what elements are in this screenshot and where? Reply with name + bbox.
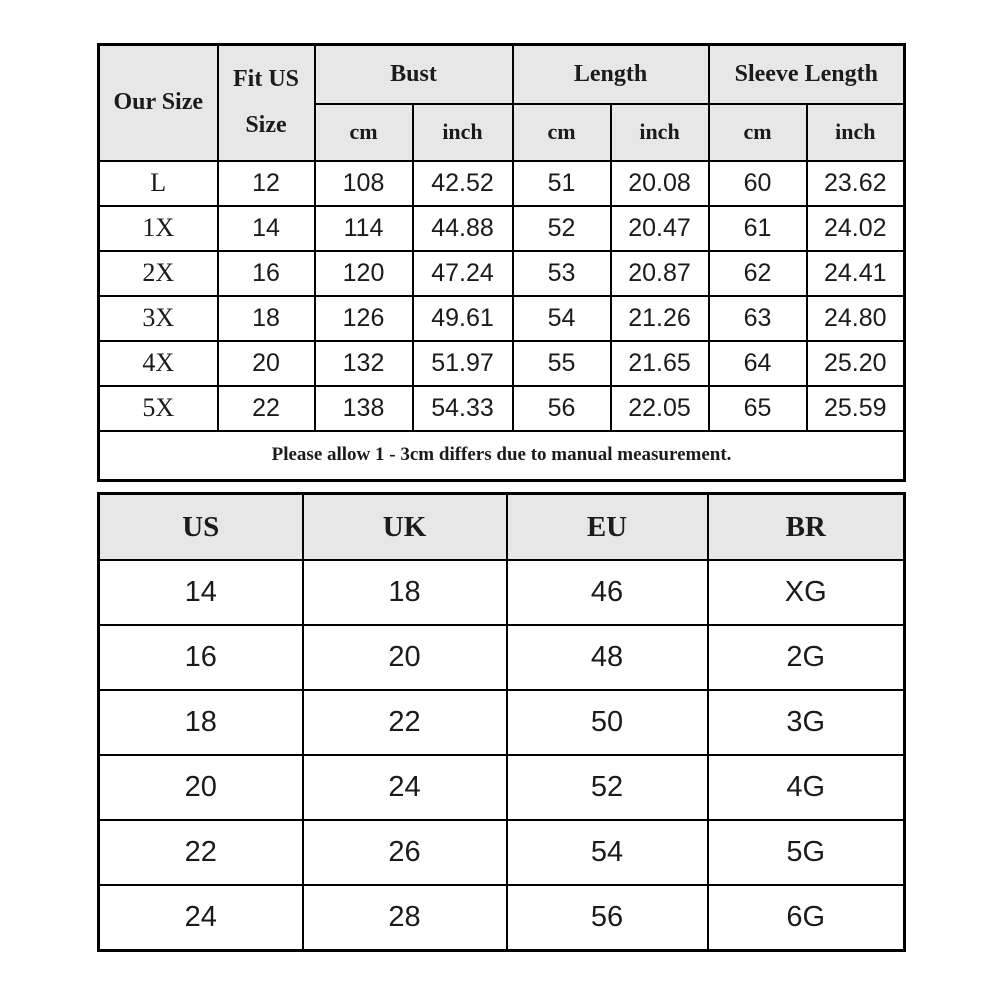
table-cell: 42.52: [413, 161, 513, 206]
table-cell: 24: [303, 755, 507, 820]
header-fit-us-size: Fit US Size: [218, 45, 315, 161]
table-cell: 20.87: [611, 251, 709, 296]
table-cell: L: [99, 161, 218, 206]
measurement-note-row: [99, 431, 905, 481]
header-sleeve-length: Sleeve Length: [709, 45, 905, 104]
table-row: [99, 206, 905, 251]
table-cell: 52: [513, 206, 611, 251]
table-cell: 6G: [708, 885, 905, 951]
table-cell: 14: [218, 206, 315, 251]
table-cell: 52: [507, 755, 708, 820]
table-cell: 55: [513, 341, 611, 386]
table-cell: 20: [99, 755, 303, 820]
table-cell: 54: [513, 296, 611, 341]
table-cell: 20: [218, 341, 315, 386]
table-row: [99, 755, 905, 820]
table-cell: 23.62: [807, 161, 905, 206]
table-row: [99, 251, 905, 296]
header-sleeve-inch: inch: [807, 104, 905, 161]
table-cell: 53: [513, 251, 611, 296]
table-cell: 50: [507, 690, 708, 755]
header-length-inch: inch: [611, 104, 709, 161]
table-cell: 20.08: [611, 161, 709, 206]
table-cell: 62: [709, 251, 807, 296]
table-cell: 3X: [99, 296, 218, 341]
table-row: [99, 625, 905, 690]
table-cell: 126: [315, 296, 413, 341]
table-cell: 18: [99, 690, 303, 755]
table-cell: 2X: [99, 251, 218, 296]
table-row: [99, 296, 905, 341]
table-cell: 24: [99, 885, 303, 951]
header-uk: UK: [303, 494, 507, 561]
header-length-cm: cm: [513, 104, 611, 161]
table-cell: 56: [507, 885, 708, 951]
table-cell: 25.59: [807, 386, 905, 431]
table-cell: 56: [513, 386, 611, 431]
table-row: [99, 341, 905, 386]
table-cell: 21.26: [611, 296, 709, 341]
table-cell: 48: [507, 625, 708, 690]
table-row: [99, 560, 905, 625]
header-bust-inch: inch: [413, 104, 513, 161]
table-cell: 26: [303, 820, 507, 885]
table-cell: 60: [709, 161, 807, 206]
size-chart-table: [97, 43, 906, 482]
table-row: [99, 885, 905, 951]
table-cell: 16: [218, 251, 315, 296]
table-cell: 3G: [708, 690, 905, 755]
table-cell: 63: [709, 296, 807, 341]
table-cell: 54.33: [413, 386, 513, 431]
table-cell: 51.97: [413, 341, 513, 386]
table-cell: 49.61: [413, 296, 513, 341]
table-cell: 64: [709, 341, 807, 386]
table-cell: 54: [507, 820, 708, 885]
table-cell: 46: [507, 560, 708, 625]
table-cell: 114: [315, 206, 413, 251]
table-cell: 138: [315, 386, 413, 431]
table-cell: 51: [513, 161, 611, 206]
table-cell: 1X: [99, 206, 218, 251]
table-cell: 4G: [708, 755, 905, 820]
table-cell: 22: [303, 690, 507, 755]
header-length: Length: [513, 45, 709, 104]
table-cell: 65: [709, 386, 807, 431]
header-bust-cm: cm: [315, 104, 413, 161]
table-row: [99, 161, 905, 206]
table-cell: 20.47: [611, 206, 709, 251]
table-cell: 5G: [708, 820, 905, 885]
table-cell: 47.24: [413, 251, 513, 296]
table-header-group-row: [99, 45, 905, 104]
table-cell: 44.88: [413, 206, 513, 251]
table-cell: 28: [303, 885, 507, 951]
table-cell: 22: [218, 386, 315, 431]
table-row: [99, 690, 905, 755]
table-cell: 18: [218, 296, 315, 341]
header-eu: EU: [507, 494, 708, 561]
table-cell: 2G: [708, 625, 905, 690]
table-cell: 16: [99, 625, 303, 690]
header-bust: Bust: [315, 45, 513, 104]
header-sleeve-cm: cm: [709, 104, 807, 161]
table-row: [99, 386, 905, 431]
table-cell: 21.65: [611, 341, 709, 386]
table-cell: 24.02: [807, 206, 905, 251]
table-cell: 61: [709, 206, 807, 251]
table-cell: 24.80: [807, 296, 905, 341]
table-cell: 4X: [99, 341, 218, 386]
table-cell: 22.05: [611, 386, 709, 431]
table-cell: 18: [303, 560, 507, 625]
header-our-size: Our Size: [99, 45, 218, 161]
conversion-header-row: [99, 494, 905, 561]
measurement-note: Please allow 1 - 3cm differs due to manual measurement.: [99, 431, 905, 481]
table-cell: 24.41: [807, 251, 905, 296]
table-cell: 12: [218, 161, 315, 206]
table-cell: 108: [315, 161, 413, 206]
table-cell: 14: [99, 560, 303, 625]
header-us: US: [99, 494, 303, 561]
table-cell: 120: [315, 251, 413, 296]
size-conversion-table: [97, 492, 906, 952]
table-cell: 132: [315, 341, 413, 386]
header-br: BR: [708, 494, 905, 561]
table-cell: 5X: [99, 386, 218, 431]
table-cell: 22: [99, 820, 303, 885]
table-cell: 20: [303, 625, 507, 690]
table-row: [99, 820, 905, 885]
table-cell: XG: [708, 560, 905, 625]
table-cell: 25.20: [807, 341, 905, 386]
